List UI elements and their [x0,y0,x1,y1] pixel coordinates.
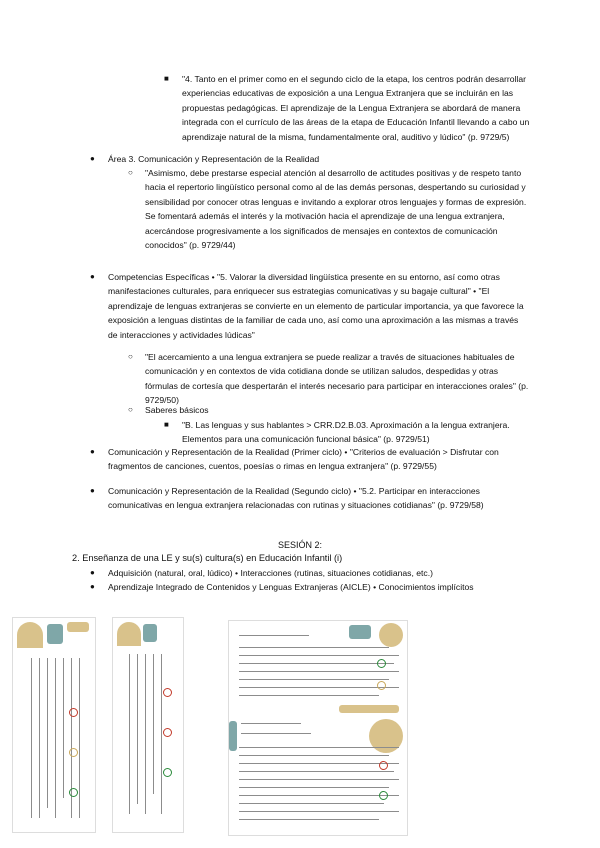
crr-segundo-ciclo: Comunicación y Representación de la Realidad (Segundo ciclo) • "5.2. Participar en interacciones comunicativas en lengua extranjera relacionadas con rutinas y situaciones cotidianas" (p. 9729/58) [108,486,484,511]
competencias-especificas: Competencias Específicas • "5. Valorar la diversidad lingüística presente en su entorno, así como otras manifestaciones culturales, para enriquecer sus estrategias comunicativas y su bagaje cultural" • "El aprendizaje de lenguas extranjeras se convierte en un elemento de particular importancia, ya que favorece la exposición a lenguas distintas de la familiar de cada uno, así como una aproximación a las mismas a través de interacciones y actividades lúdicas" [108,272,524,340]
crr-primer-ciclo: Comunicación y Representación de la Realidad (Primer ciclo) • "Criterios de evaluación > Disfrutar con fragmentos de canciones, cuentos, poesías o rimas en lengua extranjera" (p. 9729/55) [108,447,499,472]
lomloe-quote-4: "4. Tanto en el primer como en el segundo ciclo de la etapa, los centros podrán desarrollar experiencias educativas de exposición a una Lengua Extranjera que se incluirán en las propuestas pedagógicas. El aprendizaje de la Lengua Extranjera se abordará de manera integrada con el currículo de las áreas de la etapa de Educación Infantil llevando a cabo un aprendizaje natural de la misma, fundamentalmente oral, auditivo y lúdico" (p. 9729/5) [182,74,530,142]
square-bullet: ■ [164,74,169,83]
dot-bullet: ● [90,486,95,495]
section-heading: 2. Enseñanza de una LE y su(s) cultura(s) en Educación Infantil (i) [72,553,343,563]
area3-heading: Área 3. Comunicación y Representación de la Realidad [108,154,320,164]
slide-thumbnail-2 [112,617,184,833]
area3-quote: "Asimismo, debe prestarse especial atención al desarrollo de actitudes positivas y de respeto tanto hacia el repertorio lingüístico personal como al de las demás personas, despertando su curiosidad y sensibilidad por conocer otras lenguas e invitando a explorar otros lenguajes y formas de expresión. Se fomentará además el interés y la motivación hacia el aprendizaje de una lengua extranjera, acercándose progresivamente a los significados de mensajes en contextos de comunicación conocidos" (p. 9729/44) [145,168,527,251]
circle-bullet: ○ [128,168,133,177]
slide-thumbnail-1 [12,617,96,833]
aicle-bullet: Aprendizaje Integrado de Contenidos y Lenguas Extranjeras (AICLE) • Conocimientos implícitos [108,582,474,592]
slide-thumbnail-3 [228,620,408,836]
adquisicion-bullet: Adquisición (natural, oral, lúdico) • Interacciones (rutinas, situaciones cotidianas, etc.) [108,568,433,578]
dot-bullet: ● [90,154,95,163]
saberes-b-quote: "B. Las lenguas y sus hablantes > CRR.D2.B.03. Aproximación a la lengua extranjera. Elementos para una comunicación funcional básica" (p. 9729/51) [182,420,510,445]
dot-bullet: ● [90,272,95,281]
dot-bullet: ● [90,568,95,577]
square-bullet: ■ [164,420,169,429]
acercamiento-quote: "El acercamiento a una lengua extranjera se puede realizar a través de situaciones habituales de comunicación y en contextos de vida cotidiana donde se utilizan saludos, despedidas y otras fórmulas de cortesía que despertarán el interés necesario para participar en interacciones orales" (p. 9729/50) [145,352,529,406]
session-title: SESIÓN 2: [277,540,322,550]
circle-bullet: ○ [128,405,133,414]
circle-bullet: ○ [128,352,133,361]
saberes-basicos: Saberes básicos [145,405,209,415]
dot-bullet: ● [90,447,95,456]
dot-bullet: ● [90,582,95,591]
